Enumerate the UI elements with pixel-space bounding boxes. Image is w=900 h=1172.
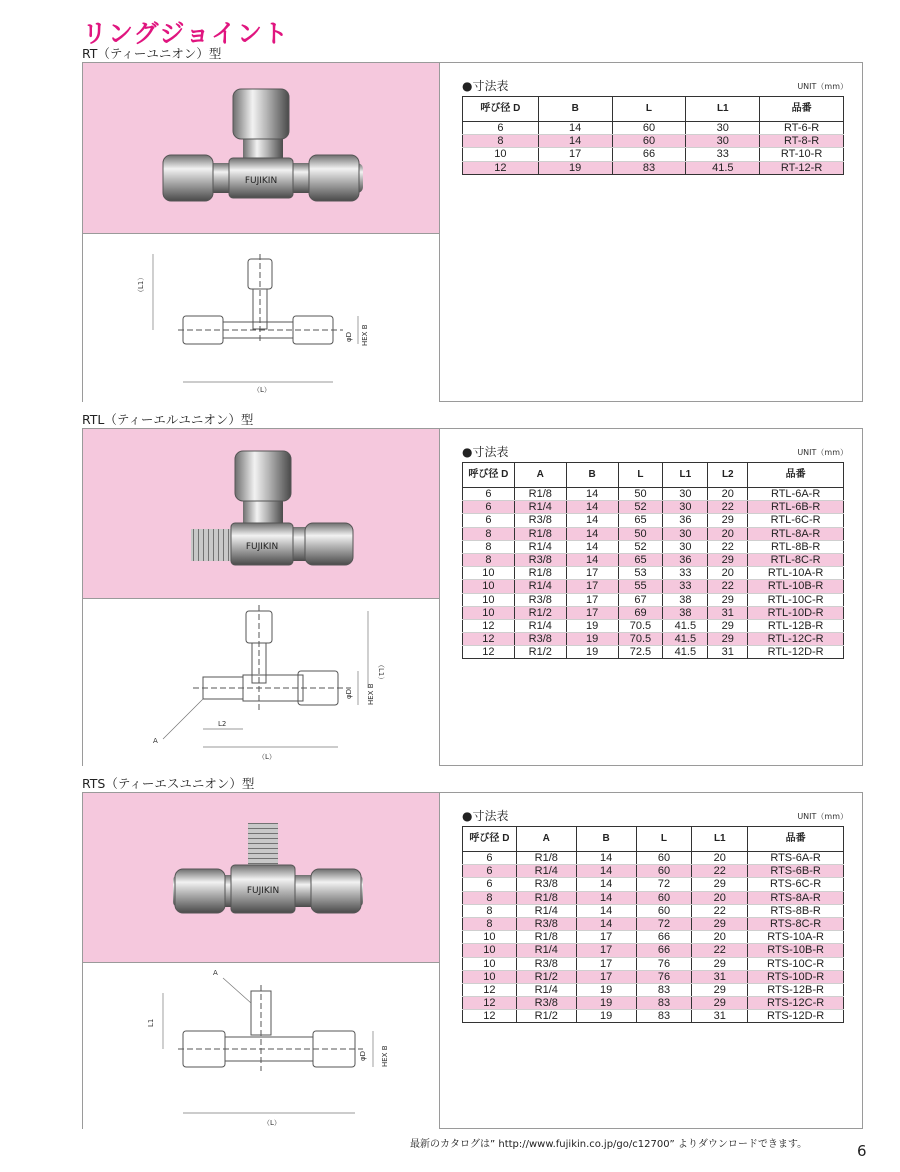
table-cell: 76 [636, 957, 692, 970]
table-cell: 12 [463, 161, 539, 174]
table-cell: 41.5 [663, 633, 708, 646]
table-cell: 30 [663, 488, 708, 501]
product-photo-rts [83, 793, 440, 963]
table-cell: 33 [686, 148, 760, 161]
table-cell: 17 [576, 970, 636, 983]
svg-text:FUJIKIN: FUJIKIN [245, 542, 279, 552]
table-cell: 67 [618, 593, 663, 606]
table-cell: 41.5 [663, 619, 708, 632]
table-cell: 20 [692, 891, 748, 904]
col-header: L2 [708, 463, 748, 488]
table-cell: 12 [463, 983, 517, 996]
table-cell: 14 [566, 488, 618, 501]
table-cell: 20 [692, 852, 748, 865]
table-row [463, 865, 844, 878]
table-cell: RTS-8B-R [748, 904, 844, 917]
table-cell: RTL-6A-R [748, 488, 844, 501]
table-cell: 31 [708, 646, 748, 659]
table-cell: 10 [463, 580, 515, 593]
section-label-rts: RTS（ティーエスユニオン）型 [82, 776, 255, 791]
dimension-table-rt [462, 96, 844, 175]
table-cell: RTS-12C-R [748, 997, 844, 1010]
unit-label-rts: UNIT（mm） [797, 812, 848, 821]
table-row [463, 904, 844, 917]
table-cell: R1/4 [514, 501, 566, 514]
table-cell: R1/8 [516, 931, 576, 944]
table-cell: 8 [463, 891, 517, 904]
table-cell: 29 [708, 553, 748, 566]
tee-s-union-photo [83, 793, 439, 962]
table-cell: 60 [636, 865, 692, 878]
table-cell: 83 [636, 1010, 692, 1023]
table-row [463, 633, 844, 646]
table-cell: 83 [612, 161, 686, 174]
table-row [463, 488, 844, 501]
table-cell: 29 [692, 917, 748, 930]
table-cell: R1/2 [516, 970, 576, 983]
col-header: A [514, 463, 566, 488]
rt-outline-drawing [83, 234, 439, 402]
table-row [463, 852, 844, 865]
table-cell: 10 [463, 944, 517, 957]
table-cell: 10 [463, 931, 517, 944]
table-cell: 8 [463, 527, 515, 540]
col-header: L [636, 827, 692, 852]
svg-text:（L）: （L） [253, 386, 271, 394]
table-cell: 12 [463, 646, 515, 659]
table-cell: 52 [618, 501, 663, 514]
table-title-rt: ●寸法表 [462, 79, 509, 93]
table-cell: 76 [636, 970, 692, 983]
col-header: L [618, 463, 663, 488]
table-cell: RTS-6A-R [748, 852, 844, 865]
table-cell: 6 [463, 122, 539, 135]
page-number: 6 [857, 1142, 867, 1160]
col-header: B [566, 463, 618, 488]
table-cell: 8 [463, 553, 515, 566]
section-label-rtl: RTL（ティーエルユニオン）型 [82, 412, 254, 427]
table-cell: 8 [463, 917, 517, 930]
table-cell: 19 [566, 646, 618, 659]
table-cell: 17 [538, 148, 612, 161]
table-cell: 14 [576, 865, 636, 878]
table-cell: R3/8 [516, 957, 576, 970]
rtl-outline-drawing [83, 599, 439, 766]
col-header: 呼び径 D [463, 827, 517, 852]
table-cell: R1/8 [514, 567, 566, 580]
dimension-drawing-rt [83, 234, 440, 402]
table-cell: 33 [663, 567, 708, 580]
table-cell: RTL-6C-R [748, 514, 844, 527]
table-cell: R1/2 [516, 1010, 576, 1023]
table-cell: 6 [463, 878, 517, 891]
table-cell: 19 [538, 161, 612, 174]
dimension-table-rts [462, 826, 844, 1023]
table-cell: 12 [463, 1010, 517, 1023]
table-cell: R3/8 [514, 514, 566, 527]
table-cell: 14 [566, 501, 618, 514]
table-cell: R1/2 [514, 606, 566, 619]
rts-outline-drawing [83, 963, 439, 1129]
svg-text:FUJIKIN: FUJIKIN [246, 886, 280, 896]
table-cell: 41.5 [663, 646, 708, 659]
table-cell: 14 [566, 514, 618, 527]
table-cell: 38 [663, 606, 708, 619]
table-cell: 22 [708, 540, 748, 553]
dimension-table-pane-rt [440, 63, 862, 401]
catalog-download-note: 最新のカタログは” http://www.fujikin.co.jp/go/c12700” よりダウンロードできます。 [410, 1139, 808, 1150]
table-row [463, 1010, 844, 1023]
table-cell: RT-10-R [760, 148, 844, 161]
table-cell: RTS-12B-R [748, 983, 844, 996]
table-cell: R1/2 [514, 646, 566, 659]
table-row [463, 970, 844, 983]
table-cell: 20 [708, 527, 748, 540]
table-cell: RTS-12D-R [748, 1010, 844, 1023]
tee-el-union-photo [83, 429, 439, 598]
table-cell: 12 [463, 997, 517, 1010]
table-row [463, 931, 844, 944]
table-cell: RTS-10D-R [748, 970, 844, 983]
table-cell: 60 [636, 891, 692, 904]
table-cell: 30 [686, 135, 760, 148]
table-row [463, 527, 844, 540]
svg-text:HEX B: HEX B [361, 324, 369, 346]
table-cell: 14 [538, 135, 612, 148]
table-cell: 6 [463, 514, 515, 527]
col-header: 品番 [760, 97, 844, 122]
table-cell: R1/8 [516, 852, 576, 865]
table-cell: 31 [692, 1010, 748, 1023]
table-cell: R1/4 [514, 580, 566, 593]
table-row [463, 553, 844, 566]
table-cell: 12 [463, 619, 515, 632]
table-cell: 29 [692, 957, 748, 970]
section-box-rtl [82, 428, 863, 766]
table-cell: 30 [663, 527, 708, 540]
table-cell: 36 [663, 553, 708, 566]
col-header: A [516, 827, 576, 852]
table-cell: 29 [708, 619, 748, 632]
svg-text:（L）: （L） [263, 1119, 281, 1127]
table-cell: RTS-6B-R [748, 865, 844, 878]
table-cell: 66 [612, 148, 686, 161]
col-header: 呼び径 D [463, 463, 515, 488]
table-cell: 19 [566, 633, 618, 646]
table-cell: 8 [463, 135, 539, 148]
table-cell: 14 [576, 917, 636, 930]
table-cell: 36 [663, 514, 708, 527]
table-cell: 29 [692, 878, 748, 891]
table-cell: 17 [576, 957, 636, 970]
table-cell: RTL-10A-R [748, 567, 844, 580]
dimension-table-rtl [462, 462, 844, 659]
table-row [463, 957, 844, 970]
dimension-table-pane-rtl [440, 429, 862, 765]
table-cell: 22 [708, 580, 748, 593]
table-cell: 14 [538, 122, 612, 135]
table-cell: 69 [618, 606, 663, 619]
table-cell: 30 [663, 501, 708, 514]
table-cell: 6 [463, 865, 517, 878]
table-cell: R3/8 [514, 633, 566, 646]
table-cell: 17 [576, 944, 636, 957]
table-cell: 41.5 [686, 161, 760, 174]
table-row [463, 606, 844, 619]
table-cell: 72 [636, 878, 692, 891]
table-cell: 12 [463, 633, 515, 646]
table-cell: 60 [612, 122, 686, 135]
table-cell: 19 [576, 983, 636, 996]
table-title-rtl: ●寸法表 [462, 445, 509, 459]
table-cell: 10 [463, 970, 517, 983]
table-cell: 72 [636, 917, 692, 930]
svg-text:（L1）: （L1） [377, 661, 385, 684]
table-cell: 29 [708, 633, 748, 646]
table-row [463, 944, 844, 957]
table-cell: 29 [708, 514, 748, 527]
page-title: リングジョイント [82, 19, 290, 48]
table-cell: 10 [463, 567, 515, 580]
table-row [463, 878, 844, 891]
table-row [463, 983, 844, 996]
table-cell: RTS-8C-R [748, 917, 844, 930]
table-cell: 38 [663, 593, 708, 606]
table-cell: RTL-8B-R [748, 540, 844, 553]
table-cell: RTL-8A-R [748, 527, 844, 540]
table-title-rts: ●寸法表 [462, 809, 509, 823]
table-cell: 65 [618, 514, 663, 527]
table-cell: 70.5 [618, 619, 663, 632]
table-row [463, 580, 844, 593]
table-cell: 22 [692, 944, 748, 957]
table-cell: 30 [663, 540, 708, 553]
table-cell: R1/4 [514, 540, 566, 553]
table-row [463, 135, 844, 148]
tee-union-photo [83, 63, 439, 233]
unit-label-rtl: UNIT（mm） [797, 448, 848, 457]
dimension-drawing-rts [83, 963, 440, 1129]
table-cell: RTL-10B-R [748, 580, 844, 593]
table-row [463, 997, 844, 1010]
table-cell: R3/8 [514, 593, 566, 606]
table-row [463, 122, 844, 135]
section-label-rt: RT（ティーユニオン）型 [82, 46, 222, 61]
table-cell: RTS-10A-R [748, 931, 844, 944]
table-cell: R1/8 [516, 891, 576, 904]
table-cell: 17 [566, 606, 618, 619]
product-photo-rtl [83, 429, 440, 599]
table-cell: 14 [566, 553, 618, 566]
svg-text:φD: φD [359, 1050, 367, 1061]
svg-text:FUJIKIN: FUJIKIN [244, 176, 278, 186]
table-cell: RTS-10B-R [748, 944, 844, 957]
table-row [463, 161, 844, 174]
svg-text:A: A [213, 969, 218, 977]
table-cell: 55 [618, 580, 663, 593]
svg-text:（L）: （L） [258, 753, 276, 761]
table-cell: RTL-12D-R [748, 646, 844, 659]
svg-text:HEX B: HEX B [367, 683, 375, 705]
col-header: L1 [692, 827, 748, 852]
table-cell: 14 [576, 878, 636, 891]
table-cell: 60 [612, 135, 686, 148]
table-cell: RTL-8C-R [748, 553, 844, 566]
table-cell: 60 [636, 904, 692, 917]
col-header: B [576, 827, 636, 852]
dimension-drawing-rtl [83, 599, 440, 766]
table-cell: 22 [708, 501, 748, 514]
table-cell: 17 [576, 931, 636, 944]
table-cell: 8 [463, 540, 515, 553]
table-cell: 50 [618, 488, 663, 501]
svg-text:φD: φD [345, 331, 353, 342]
section-box-rts [82, 792, 863, 1129]
table-cell: 30 [686, 122, 760, 135]
table-cell: 29 [708, 593, 748, 606]
col-header: B [538, 97, 612, 122]
table-cell: R1/4 [516, 983, 576, 996]
table-row [463, 514, 844, 527]
table-row [463, 567, 844, 580]
table-row [463, 540, 844, 553]
col-header: L1 [686, 97, 760, 122]
table-cell: RT-8-R [760, 135, 844, 148]
table-cell: 10 [463, 593, 515, 606]
table-cell: 17 [566, 567, 618, 580]
svg-text:A: A [153, 737, 158, 745]
section-box-rt [82, 62, 863, 402]
table-row [463, 891, 844, 904]
table-cell: 14 [566, 527, 618, 540]
table-cell: RT-6-R [760, 122, 844, 135]
table-cell: 10 [463, 606, 515, 619]
table-cell: 60 [636, 852, 692, 865]
table-cell: R1/4 [516, 865, 576, 878]
table-cell: 20 [708, 488, 748, 501]
table-cell: R3/8 [514, 553, 566, 566]
table-cell: 17 [566, 593, 618, 606]
svg-text:L1: L1 [147, 1018, 155, 1027]
table-cell: 19 [566, 619, 618, 632]
table-cell: R3/8 [516, 878, 576, 891]
table-cell: 72.5 [618, 646, 663, 659]
table-cell: 31 [692, 970, 748, 983]
table-cell: RT-12-R [760, 161, 844, 174]
table-cell: 6 [463, 852, 517, 865]
table-cell: 14 [576, 904, 636, 917]
table-cell: RTS-8A-R [748, 891, 844, 904]
table-row [463, 593, 844, 606]
table-cell: 83 [636, 997, 692, 1010]
table-cell: 50 [618, 527, 663, 540]
col-header: L [612, 97, 686, 122]
table-cell: 10 [463, 148, 539, 161]
table-cell: RTS-6C-R [748, 878, 844, 891]
col-header: 呼び径 D [463, 97, 539, 122]
svg-text:φD: φD [345, 688, 353, 699]
table-cell: 19 [576, 997, 636, 1010]
table-cell: 19 [576, 1010, 636, 1023]
table-cell: 66 [636, 944, 692, 957]
table-cell: R1/8 [514, 527, 566, 540]
table-cell: 14 [576, 852, 636, 865]
table-cell: 70.5 [618, 633, 663, 646]
table-cell: R1/4 [516, 944, 576, 957]
table-cell: 17 [566, 580, 618, 593]
table-cell: 22 [692, 865, 748, 878]
table-cell: 29 [692, 983, 748, 996]
table-cell: 20 [708, 567, 748, 580]
table-cell: 65 [618, 553, 663, 566]
table-cell: R3/8 [516, 917, 576, 930]
table-cell: 29 [692, 997, 748, 1010]
table-cell: R1/4 [516, 904, 576, 917]
unit-label-rt: UNIT（mm） [797, 82, 848, 91]
table-row [463, 501, 844, 514]
table-cell: RTS-10C-R [748, 957, 844, 970]
table-cell: 6 [463, 501, 515, 514]
table-cell: RTL-12B-R [748, 619, 844, 632]
table-row [463, 646, 844, 659]
table-cell: 10 [463, 957, 517, 970]
table-cell: 14 [566, 540, 618, 553]
product-photo-rt [83, 63, 440, 234]
dimension-table-pane-rts [440, 793, 862, 1128]
svg-text:L2: L2 [218, 720, 227, 728]
svg-text:HEX B: HEX B [381, 1045, 389, 1067]
table-cell: R3/8 [516, 997, 576, 1010]
table-cell: R1/4 [514, 619, 566, 632]
col-header: 品番 [748, 463, 844, 488]
table-cell: RTL-12C-R [748, 633, 844, 646]
table-cell: 8 [463, 904, 517, 917]
table-cell: 22 [692, 904, 748, 917]
col-header: 品番 [748, 827, 844, 852]
table-cell: 83 [636, 983, 692, 996]
table-cell: 14 [576, 891, 636, 904]
table-cell: 53 [618, 567, 663, 580]
svg-text:（L1）: （L1） [137, 273, 145, 296]
table-cell: 6 [463, 488, 515, 501]
table-row [463, 148, 844, 161]
table-cell: 33 [663, 580, 708, 593]
table-row [463, 619, 844, 632]
table-cell: 20 [692, 931, 748, 944]
table-cell: R1/8 [514, 488, 566, 501]
table-cell: RTL-10D-R [748, 606, 844, 619]
table-row [463, 917, 844, 930]
table-cell: RTL-6B-R [748, 501, 844, 514]
col-header: L1 [663, 463, 708, 488]
table-cell: 52 [618, 540, 663, 553]
table-cell: 66 [636, 931, 692, 944]
table-cell: 31 [708, 606, 748, 619]
table-cell: RTL-10C-R [748, 593, 844, 606]
